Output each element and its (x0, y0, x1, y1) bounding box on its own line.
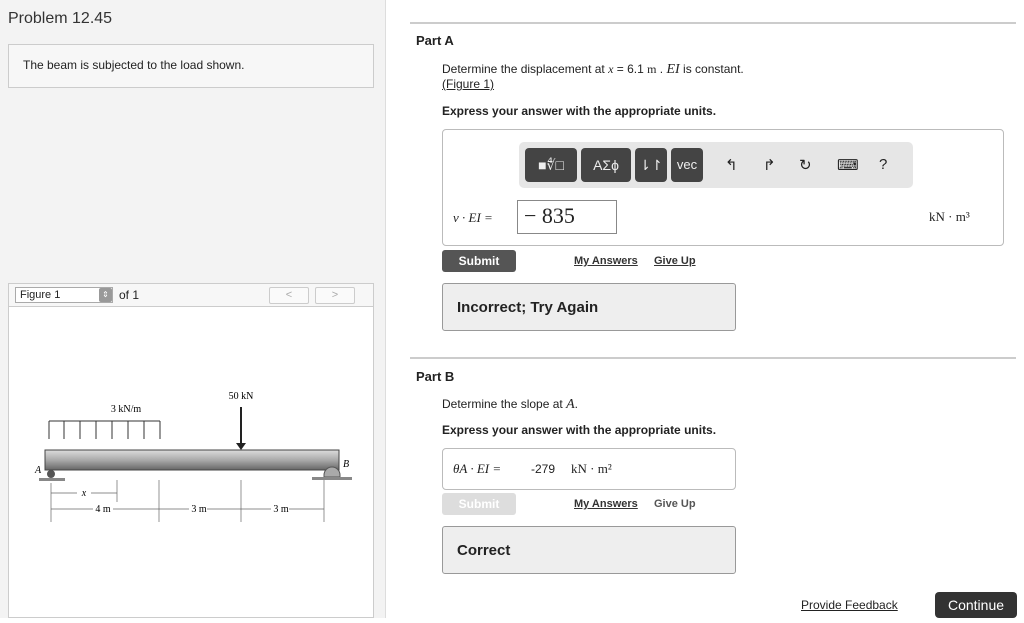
distributed-load-label: 3 kN/m (110, 404, 142, 415)
parts-panel (410, 0, 1020, 618)
part-b-my-answers-link[interactable]: My Answers (574, 498, 638, 510)
answer-unit: kN · m³ (929, 209, 970, 224)
problem-title: Problem 12.45 (8, 10, 113, 27)
reset-icon[interactable]: ↻ (799, 157, 812, 174)
label-a: A (35, 465, 42, 476)
next-figure-button[interactable]: > (315, 287, 355, 304)
keyboard-icon[interactable]: ⌨ (837, 157, 859, 174)
provide-feedback-link[interactable]: Provide Feedback (801, 598, 898, 612)
answer-label: θA · EI = (453, 461, 502, 476)
continue-button[interactable]: Continue (935, 592, 1017, 618)
greek-symbols-button[interactable]: ΑΣϕ (581, 148, 631, 182)
part-a-instruction: Express your answer with the appropriate units. (442, 104, 717, 118)
answer-unit: kN · m² (571, 461, 612, 476)
prev-figure-button[interactable]: < (269, 287, 309, 304)
beam (45, 450, 339, 470)
figure-select[interactable] (15, 287, 113, 303)
part-a-my-answers-link[interactable]: My Answers (574, 255, 638, 267)
roller-support-a (47, 470, 55, 478)
divider (410, 357, 1016, 359)
figure-area (8, 307, 374, 618)
undo-icon[interactable]: ↰ (725, 157, 738, 174)
figure-select-value: Figure 1 (20, 289, 61, 301)
figure-link[interactable]: (Figure 1) (442, 77, 495, 91)
redo-icon[interactable]: ↱ (763, 157, 776, 174)
select-arrows-icon: ⇕ (99, 288, 112, 302)
part-b-question: Determine the slope at A. (442, 397, 578, 412)
part-b-answer-box (442, 448, 736, 490)
point-load-label: 50 kN (228, 391, 254, 402)
label-x: x (81, 488, 87, 499)
vector-button[interactable]: vec (671, 148, 703, 182)
figure-count: of 1 (119, 288, 140, 302)
part-a-give-up-link[interactable]: Give Up (654, 255, 696, 267)
answer-label: v · EI = (453, 210, 493, 225)
problem-panel (0, 0, 386, 618)
dimension-2: 3 m (191, 504, 207, 515)
part-b-instruction: Express your answer with the appropriate units. (442, 423, 717, 437)
figure-navigator (8, 283, 374, 307)
templates-button[interactable]: ■∜□ (525, 148, 577, 182)
part-a-answer-box (442, 129, 1004, 246)
math-toolbar (519, 142, 913, 188)
divider (410, 22, 1016, 24)
part-a-heading: Part A (416, 33, 454, 48)
problem-description: The beam is subjected to the load shown. (8, 44, 374, 88)
distributed-load-arrows (49, 421, 160, 439)
part-a-question: Determine the displacement at x = 6.1 m . EI is constant. (442, 62, 744, 77)
dimension-1: 4 m (95, 504, 111, 515)
part-b-give-up-link: Give Up (654, 498, 696, 510)
label-b: B (343, 459, 350, 470)
part-b-heading: Part B (416, 369, 455, 384)
part-a-submit-button[interactable]: Submit (442, 250, 516, 272)
part-b-submit-button: Submit (442, 493, 516, 515)
beam-diagram (9, 307, 375, 618)
part-b-feedback: Correct (442, 526, 736, 574)
part-a-feedback: Incorrect; Try Again (442, 283, 736, 331)
arrows-button[interactable]: ⇂↾ (635, 148, 667, 182)
answer-value: -279 (531, 462, 556, 476)
dimension-3: 3 m (273, 504, 289, 515)
help-icon[interactable]: ? (879, 156, 888, 173)
answer-input[interactable]: − 835 (517, 200, 617, 234)
